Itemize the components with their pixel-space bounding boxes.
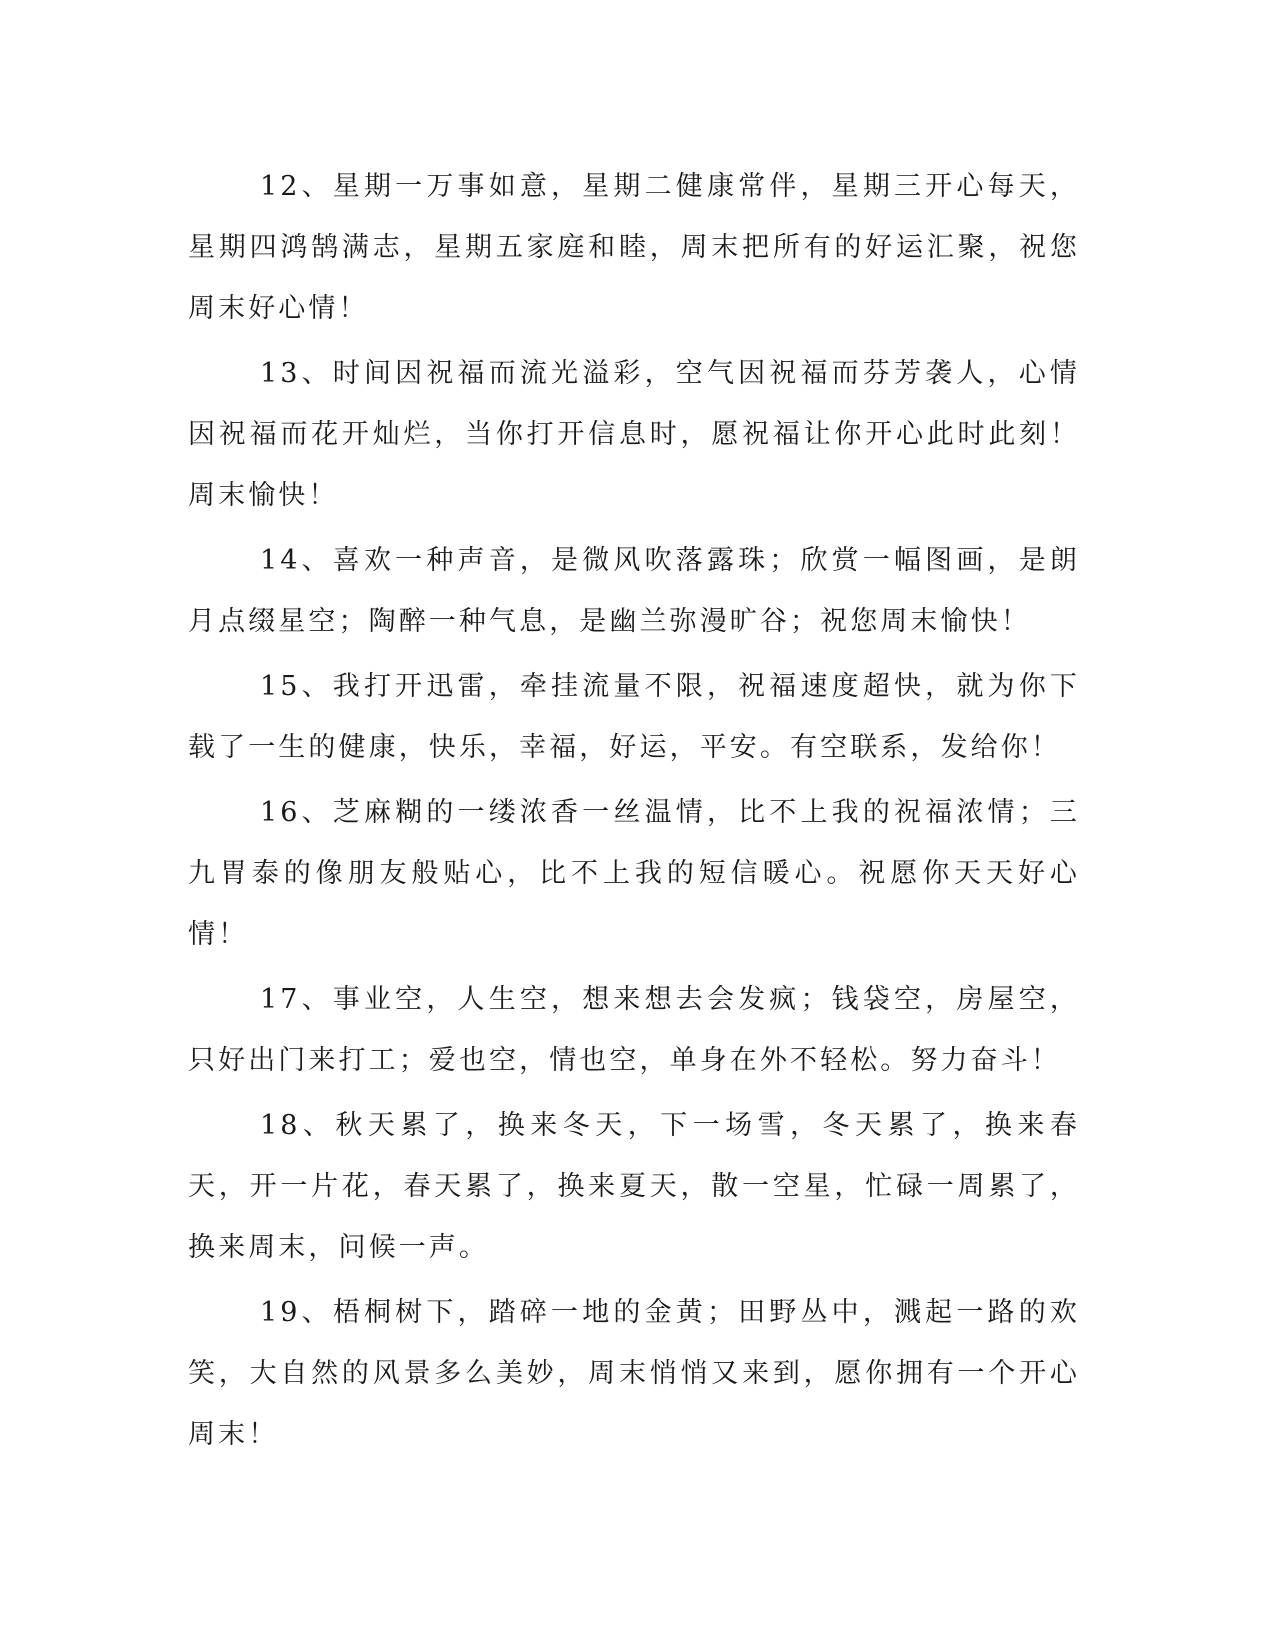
paragraph-18: 18、秋天累了，换来冬天，下一场雪，冬天累了，换来春天，开一片花，春天累了，换来夏天，散一空星，忙碌一周累了，换来周末，问候一声。 [188, 1110, 1080, 1263]
paragraph-15: 15、我打开迅雷，牵挂流量不限，祝福速度超快，就为你下载了一生的健康，快乐，幸福，好运，平安。有空联系，发给你！ [188, 671, 1080, 763]
paragraph-14: 14、喜欢一种声音，是微风吹落露珠；欣赏一幅图画，是朗月点缀星空；陶醉一种气息，是幽兰弥漫旷谷；祝您周末愉快！ [188, 545, 1080, 637]
document-body [188, 156, 1080, 1469]
paragraph-17: 17、事业空，人生空，想来想去会发疯；钱袋空，房屋空，只好出门来打工；爱也空，情也空，单身在外不轻松。努力奋斗！ [188, 984, 1080, 1076]
paragraph-13: 13、时间因祝福而流光溢彩，空气因祝福而芬芳袭人，心情因祝福而花开灿烂，当你打开信息时，愿祝福让你开心此时此刻！周末愉快！ [188, 358, 1080, 511]
paragraph-19: 19、梧桐树下，踏碎一地的金黄；田野丛中，溅起一路的欢笑，大自然的风景多么美妙，周末悄悄又来到，愿你拥有一个开心周末！ [188, 1297, 1080, 1450]
paragraph-16: 16、芝麻糊的一缕浓香一丝温情，比不上我的祝福浓情；三九胃泰的像朋友般贴心，比不上我的短信暖心。祝愿你天天好心情！ [188, 797, 1080, 950]
paragraph-12: 12、星期一万事如意，星期二健康常伴，星期三开心每天，星期四鸿鹄满志，星期五家庭和睦，周末把所有的好运汇聚，祝您周末好心情！ [188, 171, 1080, 324]
